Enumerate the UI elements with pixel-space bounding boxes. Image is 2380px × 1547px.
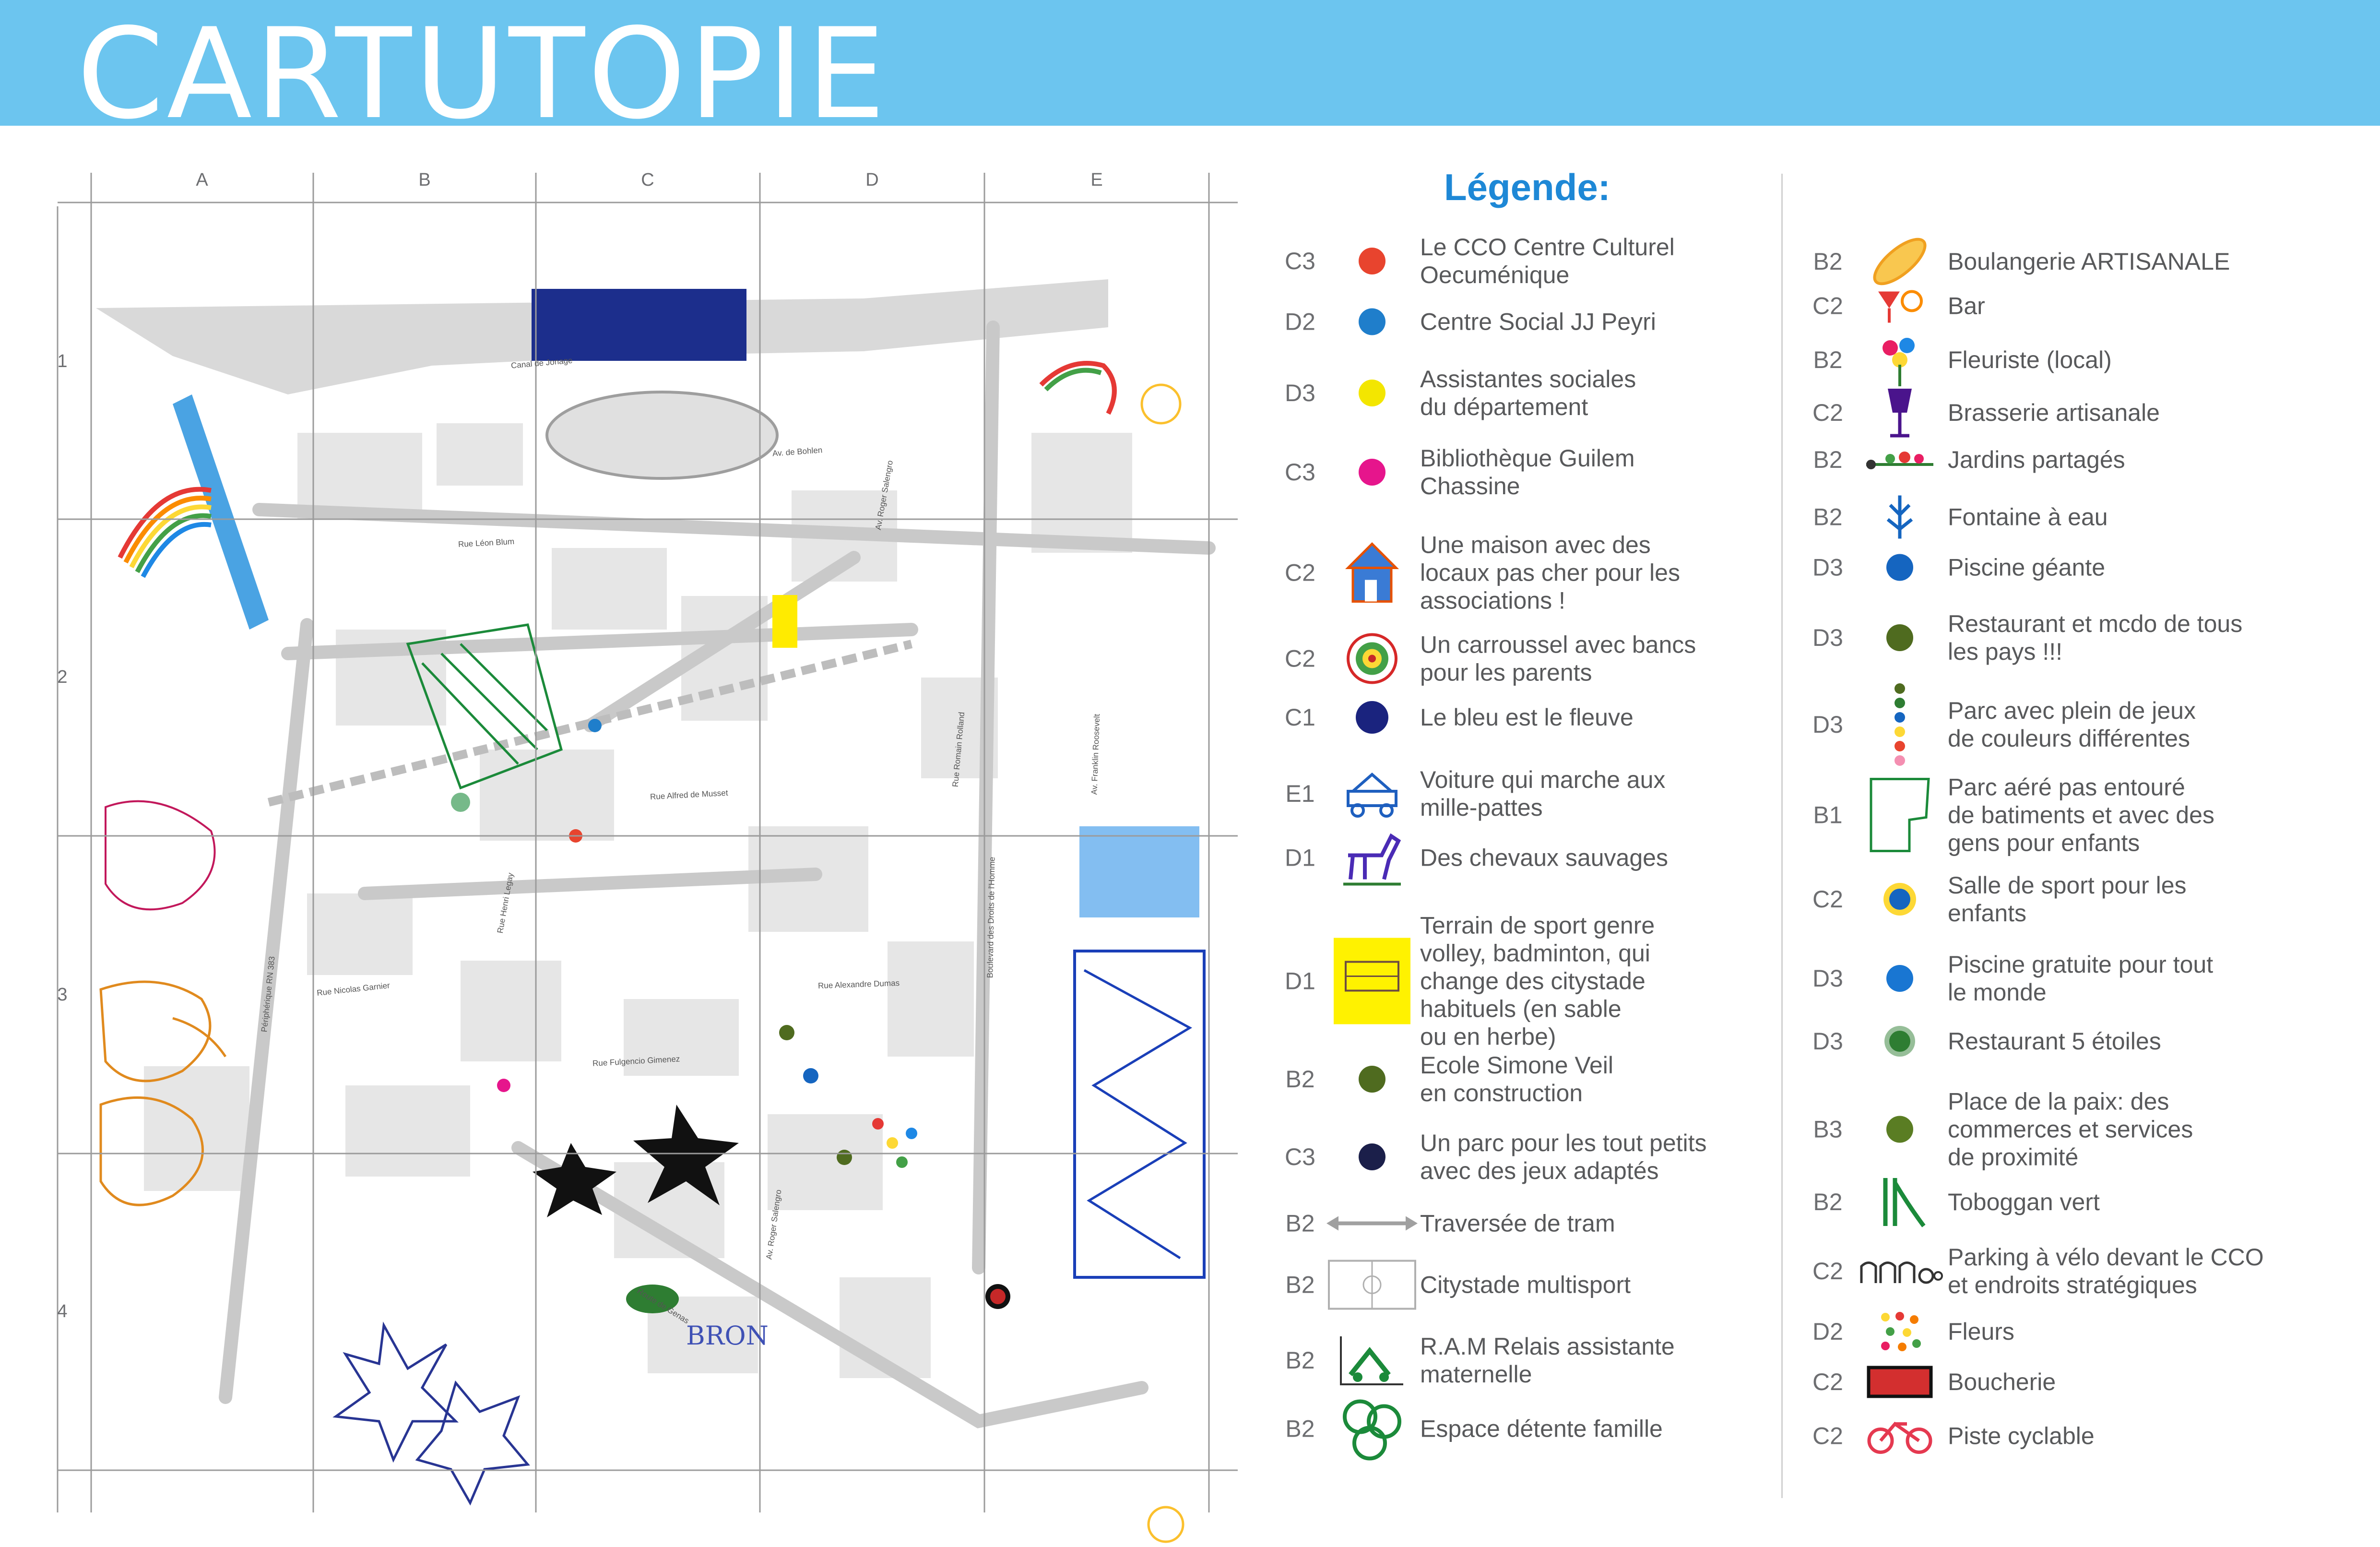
street-label: Rue Fulgencio Gimenez [592, 1054, 680, 1068]
street-label: Av. Roger Salengro [764, 1189, 783, 1260]
flowers-dots-icon [1852, 1308, 1948, 1356]
legend-grid-code: D2 [1812, 1318, 1843, 1345]
legend-grid-code: C2 [1812, 399, 1843, 426]
legend-grid-code: C2 [1285, 559, 1315, 586]
multicolor-dots-icon [1852, 681, 1948, 768]
legend-label: Une maison avec des locaux pas cher pour les associations ! [1420, 531, 1680, 614]
legend-item [1804, 1243, 2322, 1299]
legend-item [1276, 827, 1737, 889]
street-label: Rue Romain Rolland [950, 711, 967, 787]
legend-grid-code: B2 [1813, 346, 1843, 373]
grid-row-label: 1 [57, 351, 68, 371]
legend-label: Assistantes sociales du département [1420, 366, 1636, 420]
legend-label: Restaurant 5 étoiles [1948, 1028, 2161, 1055]
bouquet-icon [1852, 331, 1948, 389]
legend-grid-code: D1 [1285, 967, 1315, 995]
legend-label: Des chevaux sauvages [1420, 844, 1668, 871]
legend-label: Centre Social JJ Peyri [1420, 308, 1656, 335]
legend-item [1276, 1259, 1737, 1311]
legend-label: Brasserie artisanale [1948, 399, 2160, 426]
legend-item [1804, 491, 2322, 544]
outline-park-icon [1852, 774, 1948, 856]
street-label: Rue Alexandre Dumas [817, 978, 900, 990]
legend-divider [1781, 174, 1783, 1498]
street-label: Rue Léon Blum [458, 536, 515, 549]
street-label: Rue Alfred de Musset [650, 788, 728, 802]
legend-grid-code: D3 [1812, 711, 1843, 738]
legend-grid-code: C2 [1812, 1368, 1843, 1395]
legend-label: Boucherie [1948, 1368, 2056, 1395]
car-drawing-icon [1324, 767, 1420, 820]
legend-label: Restaurant et mcdo de tous les pays !!! [1948, 610, 2243, 665]
map-area [0, 126, 1247, 1547]
street-label: Av. Roger Salengro [873, 459, 895, 531]
citystade-icon [1324, 1259, 1420, 1311]
legend-item [1804, 384, 2322, 441]
legend-item [1804, 233, 2322, 290]
legend-label: Fontaine à eau [1948, 503, 2108, 531]
legend-label: Piste cyclable [1948, 1422, 2095, 1450]
legend-label: Traversée de tram [1420, 1210, 1615, 1237]
legend-item [1276, 1393, 1737, 1465]
grid-col-label: A [196, 170, 208, 190]
olive-dot-icon [1324, 1062, 1420, 1096]
legend-grid-code: B2 [1813, 248, 1843, 275]
legend-grid-code: B2 [1285, 1210, 1315, 1237]
legend-grid-code: D3 [1285, 380, 1315, 406]
legend-item [1276, 365, 1737, 421]
legend-grid-code: C2 [1812, 292, 1843, 320]
legend-item [1276, 698, 1737, 737]
legend-item [1276, 305, 1737, 339]
legend-label: Fleuriste (local) [1948, 346, 2112, 373]
legend-label: Parc avec plein de jeux de couleurs différentes [1948, 697, 2196, 752]
legend-grid-code: C2 [1285, 645, 1315, 672]
legend-grid-code: C3 [1285, 459, 1315, 486]
legend-grid-code: B2 [1285, 1066, 1315, 1093]
legend-label: Piscine géante [1948, 554, 2106, 581]
legend-grid-code: D3 [1812, 1028, 1843, 1055]
legend-label: Fleurs [1948, 1318, 2014, 1345]
grid-col-label: E [1090, 170, 1103, 190]
legend-grid-code: D2 [1285, 308, 1315, 335]
yellow-dot-icon [1324, 376, 1420, 410]
grid-row-label: 2 [57, 667, 68, 687]
legend-item [1276, 531, 1737, 615]
legend-label: Jardins partagés [1948, 446, 2125, 473]
bike-rack-icon [1852, 1254, 1948, 1288]
legend-item [1804, 1363, 2322, 1401]
town-label: BRON [686, 1321, 769, 1351]
header-banner [0, 0, 2380, 147]
legend-grid-code: C1 [1285, 704, 1315, 731]
map-drawing [0, 126, 1247, 1547]
legend-grid-code: C3 [1285, 248, 1315, 274]
legend-label: Voiture qui marche aux mille-pattes [1420, 766, 1666, 821]
legend-item [1276, 444, 1737, 500]
garden-icon [1852, 445, 1948, 474]
legend-grid-code: C2 [1812, 1422, 1843, 1450]
legend-grid-code: B2 [1285, 1347, 1315, 1374]
legend-label: Un carroussel avec bancs pour les parents [1420, 631, 1696, 686]
legend-grid-code: B1 [1813, 801, 1843, 829]
legend-item [1804, 1088, 2322, 1171]
slide-icon [1852, 1173, 1948, 1231]
legend-item [1804, 774, 2322, 857]
legend-grid-code: C2 [1812, 886, 1843, 913]
yellow-court-icon [1324, 933, 1420, 1029]
dark-navy-dot-icon [1324, 1140, 1420, 1174]
legend-label: Terrain de sport genre volley, badminton, qui change des citystade habituels (en sable ou en herbe) [1420, 912, 1655, 1050]
legend-item [1804, 1308, 2322, 1356]
legend-item [1804, 1173, 2322, 1231]
legend-item [1804, 331, 2322, 389]
legend-label: Espace détente famille [1420, 1415, 1663, 1442]
legend-label: Piscine gratuite pour tout le monde [1948, 951, 2214, 1006]
legend-title: Légende: [1444, 166, 1610, 208]
legend-item [1804, 551, 2322, 584]
fountain-icon [1852, 491, 1948, 544]
legend-label: Bar [1948, 292, 1985, 320]
legend-grid-code: B2 [1285, 1415, 1315, 1442]
legend-item [1804, 1022, 2322, 1060]
page-title: CARTUTOPIE [77, 2, 888, 147]
olive-dot-icon [1852, 621, 1948, 654]
legend-item [1276, 233, 1737, 289]
baguette-icon [1852, 233, 1948, 290]
legend-grid-code: B2 [1285, 1271, 1315, 1298]
navy-blob-icon [1324, 698, 1420, 737]
street-label: Périphérique RN 383 [260, 956, 277, 1033]
legend-grid-code: B3 [1813, 1116, 1843, 1143]
legend-grid-code: D1 [1285, 844, 1315, 871]
legend-grid-code: C2 [1812, 1258, 1843, 1285]
blue-dot-icon [1324, 305, 1420, 339]
legend-item [1804, 285, 2322, 328]
pink-dot-icon [1324, 455, 1420, 489]
legend-grid-code: D3 [1812, 624, 1843, 651]
legend-grid-code: D3 [1812, 554, 1843, 581]
street-label: Av. de Bohlen [772, 445, 823, 458]
legend-item [1276, 1051, 1737, 1107]
green-ring-dot-icon [1852, 1022, 1948, 1060]
legend-item [1804, 445, 2322, 474]
double-arrow-icon [1324, 1212, 1420, 1236]
legend-grid-code: C3 [1285, 1143, 1315, 1170]
yellow-ring-dot-icon [1852, 880, 1948, 918]
olive-dot-icon [1852, 1113, 1948, 1146]
legend-item [1804, 681, 2322, 768]
grid-row-label: 4 [57, 1301, 68, 1321]
legend-label: R.A.M Relais assistante maternelle [1420, 1333, 1675, 1388]
red-dot-icon [1324, 244, 1420, 278]
legend-item [1804, 1415, 2322, 1458]
grid-col-label: D [865, 170, 879, 190]
legend-item [1276, 766, 1737, 821]
legend-label: Salle de sport pour les enfants [1948, 872, 2187, 927]
legend-item [1804, 951, 2322, 1006]
legend-item [1276, 1332, 1737, 1389]
legend-item [1276, 1210, 1737, 1238]
legend-label: Place de la paix: des commerces et services de proximité [1948, 1088, 2193, 1171]
grid-col-label: C [641, 170, 654, 190]
horse-drawing-icon [1324, 827, 1420, 889]
legend-label: Citystade multisport [1420, 1271, 1631, 1298]
street-label: Av. Franklin Roosevelt [1089, 714, 1102, 795]
legend-grid-code: E1 [1285, 780, 1315, 807]
legend-label: Ecole Simone Veil en construction [1420, 1052, 1614, 1107]
legend-label: Le bleu est le fleuve [1420, 704, 1634, 731]
family-icon [1324, 1393, 1420, 1465]
butcher-icon [1852, 1363, 1948, 1401]
legend-label: Boulangerie ARTISANALE [1948, 248, 2230, 275]
legend-grid-code: B2 [1813, 446, 1843, 473]
legend-grid-code: B2 [1813, 1189, 1843, 1215]
carousel-icon [1324, 628, 1420, 690]
legend-item [1804, 871, 2322, 927]
street-label: Boulevard des Droits de l'Homme [985, 857, 997, 978]
legend-item [1804, 610, 2322, 666]
legend-label: Parc aéré pas entouré de batiments et avec des gens pour enfants [1948, 774, 2214, 857]
legend-item [1276, 1129, 1737, 1185]
legend-label: Le CCO Centre Culturel Oecuménique [1420, 234, 1675, 288]
legend-label: Parking à vélo devant le CCO et endroits stratégiques [1948, 1244, 2264, 1298]
bar-icon [1852, 285, 1948, 328]
blue-dot-icon [1852, 551, 1948, 584]
legend-item [1276, 912, 1737, 1051]
grid-row-label: 3 [57, 985, 68, 1005]
legend-item [1276, 628, 1737, 690]
glass-icon [1852, 384, 1948, 441]
street-label: Route de Genas [635, 1286, 691, 1326]
street-label: Rue Nicolas Garnier [316, 981, 391, 998]
ram-icon [1324, 1332, 1420, 1389]
legend-grid-code: B2 [1813, 503, 1843, 531]
legend-label: Toboggan vert [1948, 1189, 2100, 1215]
grid-col-label: B [418, 170, 431, 190]
bike-icon [1852, 1415, 1948, 1458]
street-label: Canal de Jonage [510, 356, 573, 370]
legend-grid-code: D3 [1812, 965, 1843, 992]
blue-dot-icon [1852, 962, 1948, 995]
legend-label: Un parc pour les tout petits avec des jeux adaptés [1420, 1130, 1707, 1184]
legend-label: Bibliothèque Guilem Chassine [1420, 445, 1635, 500]
house-icon [1324, 539, 1420, 607]
street-label: Rue Henri Legay [495, 872, 515, 934]
